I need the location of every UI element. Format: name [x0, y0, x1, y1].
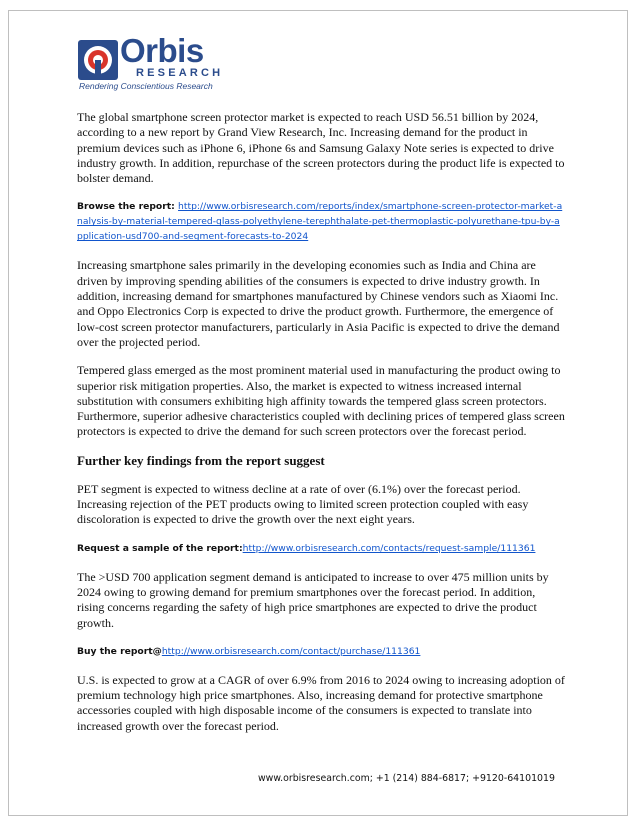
orbis-globe-icon [76, 38, 120, 82]
request-sample-link[interactable]: http://www.orbisresearch.com/contacts/request-sample/111361 [242, 542, 536, 554]
paragraph-tempered-glass: Tempered glass emerged as the most prominent material used in manufacturing the product owing to superior risk mitigation properties. Also, the market is expected to witness increased internal substitution with consumers exhibiting high affinity towards the tempered glass screen protectors. Furthermore, superior adhesive characteristics coupled with declining prices of tempered glass screen protectors is expected to drive the demand for such screen protectors over the forecast period. [77, 363, 565, 439]
browse-report-link[interactable]: http://www.orbisresearch.com/reports/index/smartphone-screen-protector-market-analysis-by-material-tempered-glass-polyethylene-terephthalate-pet-thermoplastic-polyurethane-tpu-by-application-usd700-and-segment-forecasts-to-2024 [77, 201, 563, 243]
section-heading: Further key findings from the report suggest [77, 452, 325, 468]
browse-report-line [77, 199, 565, 244]
buy-report-link[interactable]: http://www.orbisresearch.com/contact/purchase/111361 [161, 645, 421, 657]
buy-report-line [77, 644, 565, 659]
buy-report-label: Buy the report@ [77, 645, 162, 657]
article-body [77, 110, 565, 747]
request-sample-line [77, 541, 565, 556]
logo-subtitle: RESEARCH [136, 67, 224, 79]
paragraph-us: U.S. is expected to grow at a CAGR of over 6.9% from 2016 to 2024 owing to increasing adoption of premium technology high price smartphones. Also, increasing demand for protective smartphone accessories coupled with high disposable income of the consumers is expected to translate into increased growth over the forecast period. [77, 672, 565, 733]
orbis-logo [76, 32, 224, 94]
paragraph-application: The >USD 700 application segment demand is anticipated to increase to over 475 million units by 2024 owing to growing demand for premium smartphones over the forecast period. In addition, rising concerns regarding the safety of high price smartphones are expected to drive the product growth. [77, 569, 549, 630]
logo-wordmark: Orbis [120, 32, 204, 69]
paragraph-intro: The global smartphone screen protector market is expected to reach USD 56.51 billion by 2024, according to a new report by Grand View Research, Inc. Increasing demand for the product in premium devices such as iPhone 6, iPhone 6s and Samsung Galaxy Note series is expected to drive industry growth. In addition, repurchase of the screen protectors during the product life is expected to bolster demand. [77, 110, 565, 186]
browse-report-label: Browse the report: [77, 201, 179, 213]
logo-tagline: Rendering Conscientious Research [79, 81, 213, 91]
paragraph-pet: PET segment is expected to witness decline at a rate of over (6.1%) over the forecast period. Increasing rejection of the PET products owing to limited screen protection coupled with easy discoloration is expected to drive the growth over the next eight years. [77, 481, 529, 527]
paragraph-sales: Increasing smartphone sales primarily in the developing economies such as India and China are driven by improving spending abilities of the consumers is expected to drive industry growth. In addition, increasing demand for smartphones manufactured by Chinese vendors such as Xiaomi Inc. and Oppo Electronics Corp is expected to drive the product growth. Furthermore, the emergence of low-cost screen protector manufacturers, particularly in Asia Pacific is expected to drive the demand over the projected period. [77, 258, 560, 349]
request-sample-label: Request a sample of the report: [77, 542, 243, 554]
footer-contact: www.orbisresearch.com; +1 (214) 884-6817; +9120-64101019 [258, 773, 555, 784]
